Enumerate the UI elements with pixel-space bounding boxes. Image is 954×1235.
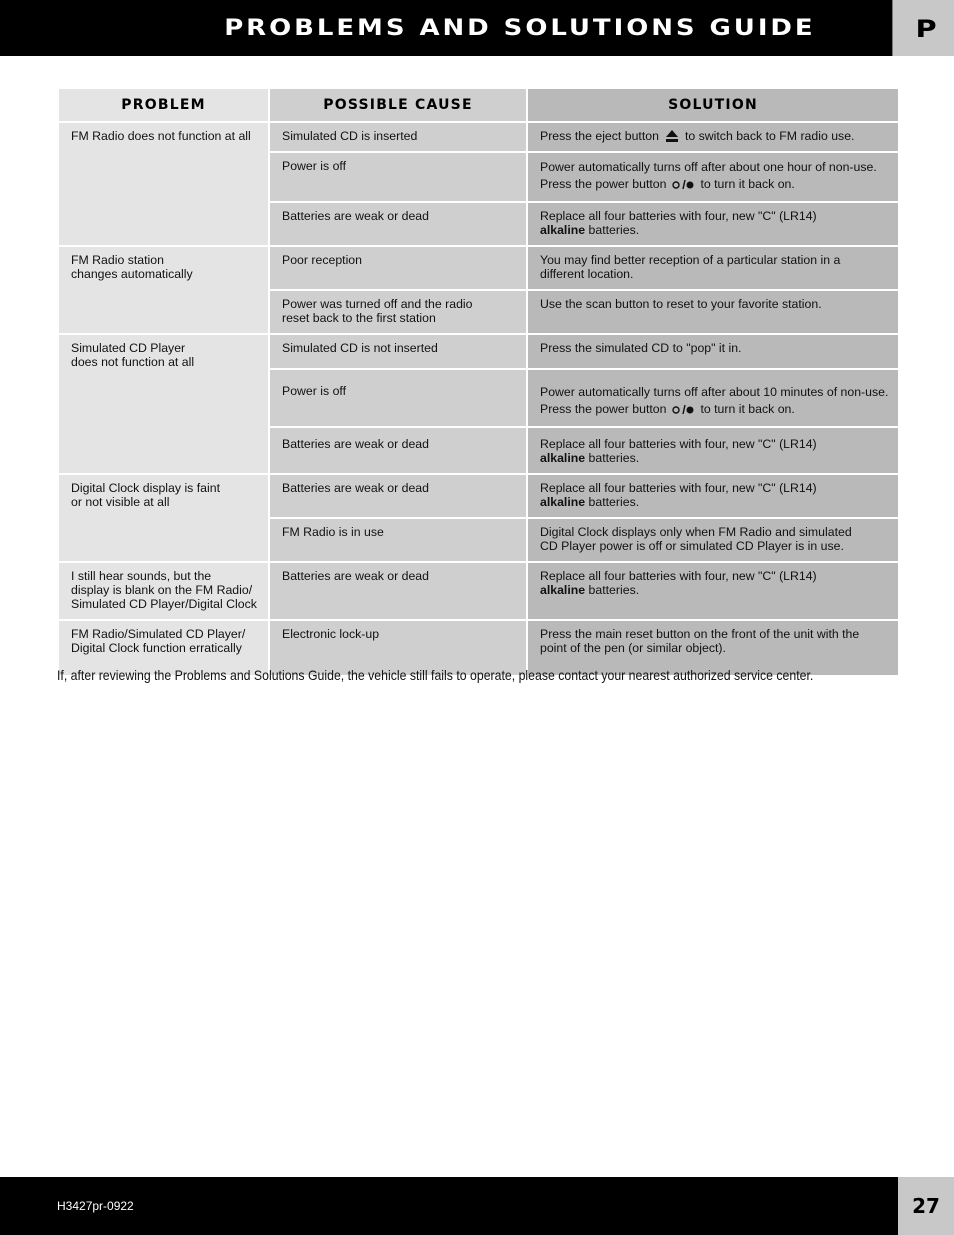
column-header-possible-cause: POSSIBLE CAUSE xyxy=(269,88,527,122)
cause-cell: FM Radio is in use xyxy=(269,518,527,562)
solution-cell: Replace all four batteries with four, new "C" (LR14) alkaline batteries. xyxy=(527,562,899,620)
table-header-row xyxy=(58,88,899,122)
table-row xyxy=(58,474,899,518)
table-row xyxy=(58,334,899,369)
table-row xyxy=(58,562,899,620)
cause-cell: Power is off xyxy=(269,152,527,202)
problem-cell: I still hear sounds, but the display is blank on the FM Radio/ Simulated CD Player/Digital Clock xyxy=(58,562,269,620)
cause-cell: Power is off xyxy=(269,369,527,427)
problem-cell: Digital Clock display is faint or not visible at all xyxy=(58,474,269,562)
solution-cell: Use the scan button to reset to your favorite station. xyxy=(527,290,899,334)
cause-cell: Batteries are weak or dead xyxy=(269,474,527,518)
solution-cell: Replace all four batteries with four, new "C" (LR14) alkaline batteries. xyxy=(527,202,899,246)
document-code: H3427pr-0922 xyxy=(57,1199,134,1213)
eject-icon xyxy=(665,130,679,142)
page-title: PROBLEMS AND SOLUTIONS GUIDE xyxy=(224,16,816,41)
problem-cell: FM Radio does not function at all xyxy=(58,122,269,246)
solution-cell: Digital Clock displays only when FM Radio and simulated CD Player power is off or simulated CD Player is in use. xyxy=(527,518,899,562)
solution-cell: Power automatically turns off after about 10 minutes of non-use. Press the power button to turn it back on. xyxy=(527,369,899,427)
cause-cell: Simulated CD is not inserted xyxy=(269,334,527,369)
solution-cell: Press the eject button to switch back to FM radio use. xyxy=(527,122,899,152)
cause-cell: Simulated CD is inserted xyxy=(269,122,527,152)
problem-cell: FM Radio/Simulated CD Player/ Digital Clock function erratically xyxy=(58,620,269,676)
cause-cell: Batteries are weak or dead xyxy=(269,202,527,246)
table-row xyxy=(58,246,899,290)
solution-cell: Replace all four batteries with four, new "C" (LR14) alkaline batteries. xyxy=(527,474,899,518)
power-icon xyxy=(672,179,694,190)
cause-cell: Electronic lock-up xyxy=(269,620,527,676)
power-icon xyxy=(672,404,694,415)
solution-cell: Power automatically turns off after about one hour of non-use. Press the power button to turn it back on. xyxy=(527,152,899,202)
section-tab: P xyxy=(892,0,954,56)
solution-cell: You may find better reception of a particular station in a different location. xyxy=(527,246,899,290)
problem-cell: FM Radio station changes automatically xyxy=(58,246,269,334)
solution-cell: Replace all four batteries with four, new "C" (LR14) alkaline batteries. xyxy=(527,427,899,474)
column-header-solution: SOLUTION xyxy=(527,88,899,122)
cause-cell: Poor reception xyxy=(269,246,527,290)
column-header-problem: PROBLEM xyxy=(58,88,269,122)
solution-cell: Press the simulated CD to "pop" it in. xyxy=(527,334,899,369)
cause-cell: Batteries are weak or dead xyxy=(269,427,527,474)
problems-solutions-table xyxy=(57,87,900,677)
cause-cell: Power was turned off and the radio reset back to the first station xyxy=(269,290,527,334)
footer-bar xyxy=(0,1177,898,1235)
table-row xyxy=(58,122,899,152)
solution-cell: Press the main reset button on the front of the unit with the point of the pen (or similar object). xyxy=(527,620,899,676)
problem-cell: Simulated CD Player does not function at all xyxy=(58,334,269,474)
cause-cell: Batteries are weak or dead xyxy=(269,562,527,620)
page-number: 27 xyxy=(898,1177,954,1235)
service-center-note: If, after reviewing the Problems and Solutions Guide, the vehicle still fails to operate, please contact your nearest authorized service center. xyxy=(57,668,814,683)
